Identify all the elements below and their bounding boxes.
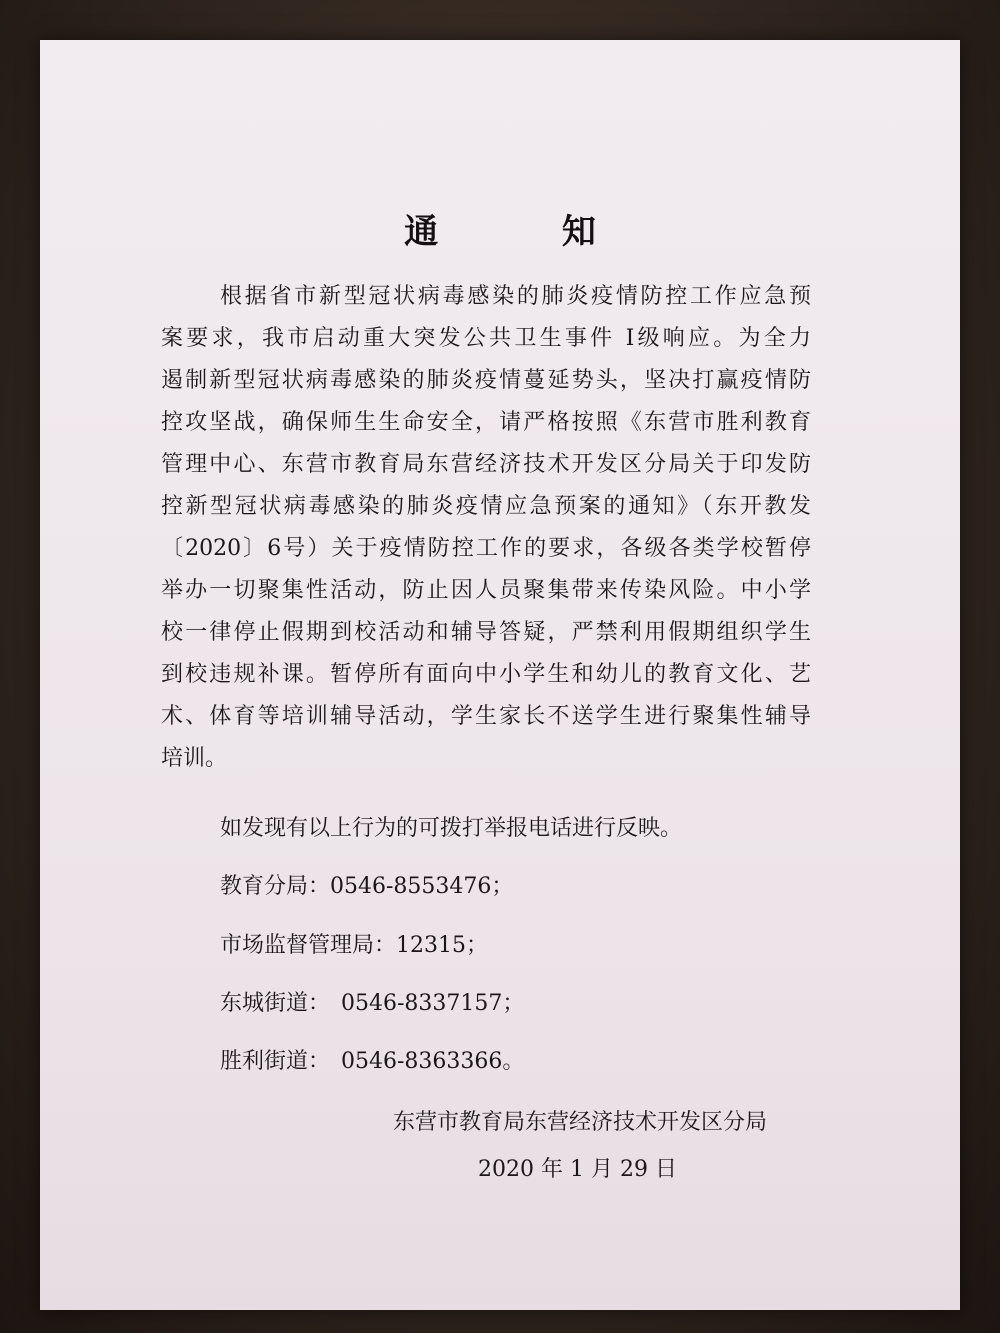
body-line: 控新型冠状病毒感染的肺炎疫情应急预案的通知》（东开教发: [161, 494, 811, 519]
body-line: 管理中心、东营市教育局东营经济技术开发区分局关于印发防: [161, 452, 811, 477]
body-line: 案要求，我市启动重大突发公共卫生事件 I级响应。为全力: [161, 326, 811, 351]
contact-market-supervision: 市场监督管理局：12315；: [220, 933, 488, 958]
contact-education-bureau: 教育分局：0546-8553476；: [220, 874, 514, 899]
report-intro: 如发现有以上行为的可拨打举报电话进行反映。: [220, 816, 683, 841]
body-line: 培训。: [161, 746, 228, 771]
issue-date: 2020 年 1 月 29 日: [478, 1157, 677, 1182]
notice-title: 通 知: [404, 212, 652, 252]
contact-shengli-street: 胜利街道： 0546-8363366。: [220, 1049, 525, 1074]
body-line: 术、体育等培训辅导活动，学生家长不送学生进行聚集性辅导: [161, 704, 811, 729]
body-line: 控攻坚战，确保师生生命安全，请严格按照《东营市胜利教育: [161, 410, 811, 435]
issuer-signature: 东营市教育局东营经济技术开发区分局: [393, 1110, 768, 1135]
contact-dongcheng-street: 东城街道： 0546-8337157；: [220, 991, 525, 1016]
body-line: 遏制新型冠状病毒感染的肺炎疫情蔓延势头，坚决打赢疫情防: [161, 368, 811, 393]
body-line: 校一律停止假期到校活动和辅导答疑，严禁利用假期组织学生: [161, 620, 811, 645]
body-line: 〔2020〕6号）关于疫情防控工作的要求，各级各类学校暂停: [161, 536, 811, 561]
body-line: 到校违规补课。暂停所有面向中小学生和幼儿的教育文化、艺: [161, 662, 811, 687]
body-line: 根据省市新型冠状病毒感染的肺炎疫情防控工作应急预: [220, 284, 811, 309]
notice-paper: [40, 40, 960, 1310]
body-line: 举办一切聚集性活动，防止因人员聚集带来传染风险。中小学: [161, 578, 811, 603]
